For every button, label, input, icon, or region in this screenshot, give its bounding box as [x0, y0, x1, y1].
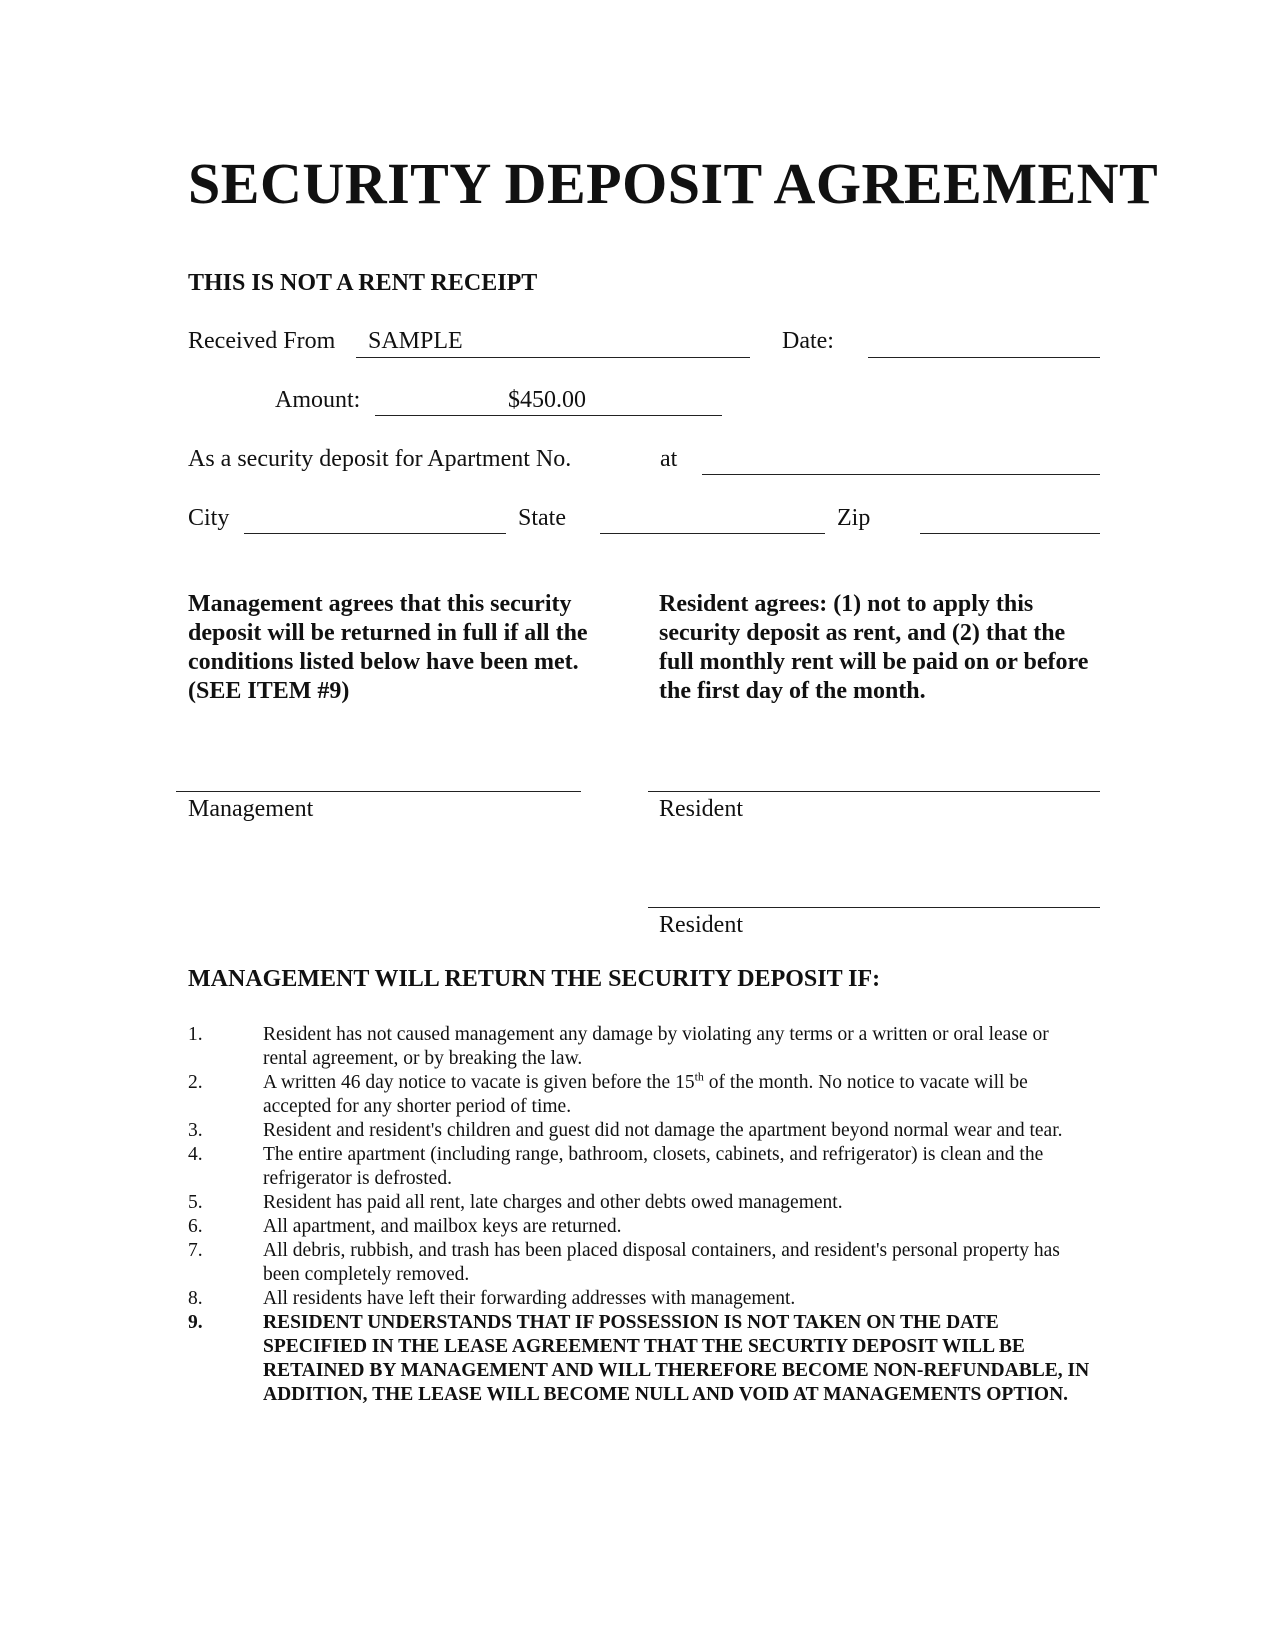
state-field[interactable] [600, 533, 825, 534]
resident-agreement: Resident agrees: (1) not to apply this security deposit as rent, and (2) that the full monthly rent will be paid on or before the first day of the month. [659, 591, 1089, 704]
item-number: 2. [188, 1072, 203, 1093]
city-label: City [188, 505, 230, 531]
item-number: 5. [188, 1192, 203, 1213]
city-field[interactable] [244, 533, 506, 534]
item-number: 1. [188, 1024, 203, 1045]
state-label: State [518, 505, 566, 531]
at-label: at [660, 446, 678, 472]
item-number: 3. [188, 1120, 203, 1141]
management-signature-label: Management [188, 796, 314, 822]
resident-signature-label-1: Resident [659, 796, 743, 822]
zip-field[interactable] [920, 533, 1100, 534]
received-from-value: SAMPLE [368, 328, 463, 354]
address-field[interactable] [702, 474, 1100, 475]
received-from-label: Received From [188, 328, 336, 354]
date-field[interactable] [868, 357, 1100, 358]
item-text: All residents have left their forwarding addresses with management. [263, 1288, 796, 1309]
item-number: 9. [188, 1312, 203, 1333]
management-agreement: Management agrees that this security deposit will be returned in full if all the conditions listed below have been met. (SEE ITEM #9) [188, 591, 588, 704]
list-item [188, 1239, 1093, 1287]
item-text-part: of the month. No notice to vacate will be accepted for any shorter period of time. [263, 1072, 1028, 1117]
item-text: All apartment, and mailbox keys are returned. [263, 1216, 622, 1237]
list-item [188, 1215, 1093, 1239]
item-text: All debris, rubbish, and trash has been placed disposal containers, and resident's personal property has been completely removed. [263, 1240, 1060, 1285]
amount-label: Amount: [275, 387, 361, 413]
date-label: Date: [782, 328, 834, 354]
conditions-list [188, 1023, 1093, 1407]
resident-signature-line-2[interactable] [648, 907, 1100, 908]
list-item [188, 1287, 1093, 1311]
list-item [188, 1119, 1093, 1143]
apartment-label: As a security deposit for Apartment No. [188, 446, 572, 472]
document-subtitle: THIS IS NOT A RENT RECEIPT [188, 270, 538, 296]
amount-value: $450.00 [508, 387, 586, 413]
item-number: 8. [188, 1288, 203, 1309]
item-text: The entire apartment (including range, bathroom, closets, cabinets, and refrigerator) is clean and the refrigerator is defrosted. [263, 1144, 1044, 1189]
list-item [188, 1143, 1093, 1191]
list-item [188, 1071, 1093, 1119]
document-title: SECURITY DEPOSIT AGREEMENT [188, 151, 1159, 216]
zip-label: Zip [837, 505, 871, 531]
item-superscript: th [694, 1069, 704, 1084]
list-item [188, 1191, 1093, 1215]
item-text-part: A written 46 day notice to vacate is given before the 15 [263, 1072, 695, 1093]
item-number: 7. [188, 1240, 203, 1261]
item-text: RESIDENT UNDERSTANDS THAT IF POSSESSION IS NOT TAKEN ON THE DATE SPECIFIED IN THE LEASE AGREEMENT THAT THE SECURTIY DEPOSIT WILL BE RETAINED BY MANAGEMENT AND WILL THEREFORE BECOME NON-REFUNDABLE, IN ADDITION, THE LEASE WILL BECOME NULL AND VOID AT MANAGEMENTS OPTION. [263, 1312, 1090, 1405]
list-item [188, 1023, 1093, 1071]
item-text: Resident has not caused management any damage by violating any terms or a written or oral lease or rental agreement, or by breaking the law. [263, 1024, 1049, 1069]
item-text: Resident has paid all rent, late charges and other debts owed management. [263, 1192, 843, 1213]
item-text: Resident and resident's children and guest did not damage the apartment beyond normal wear and tear. [263, 1120, 1063, 1141]
item-number: 4. [188, 1144, 203, 1165]
list-item [188, 1311, 1093, 1407]
conditions-heading: MANAGEMENT WILL RETURN THE SECURITY DEPOSIT IF: [188, 966, 881, 992]
management-signature-line[interactable] [176, 791, 581, 792]
resident-signature-label-2: Resident [659, 912, 743, 938]
received-from-field[interactable] [356, 357, 750, 358]
resident-signature-line-1[interactable] [648, 791, 1100, 792]
amount-field[interactable] [375, 415, 722, 416]
item-number: 6. [188, 1216, 203, 1237]
